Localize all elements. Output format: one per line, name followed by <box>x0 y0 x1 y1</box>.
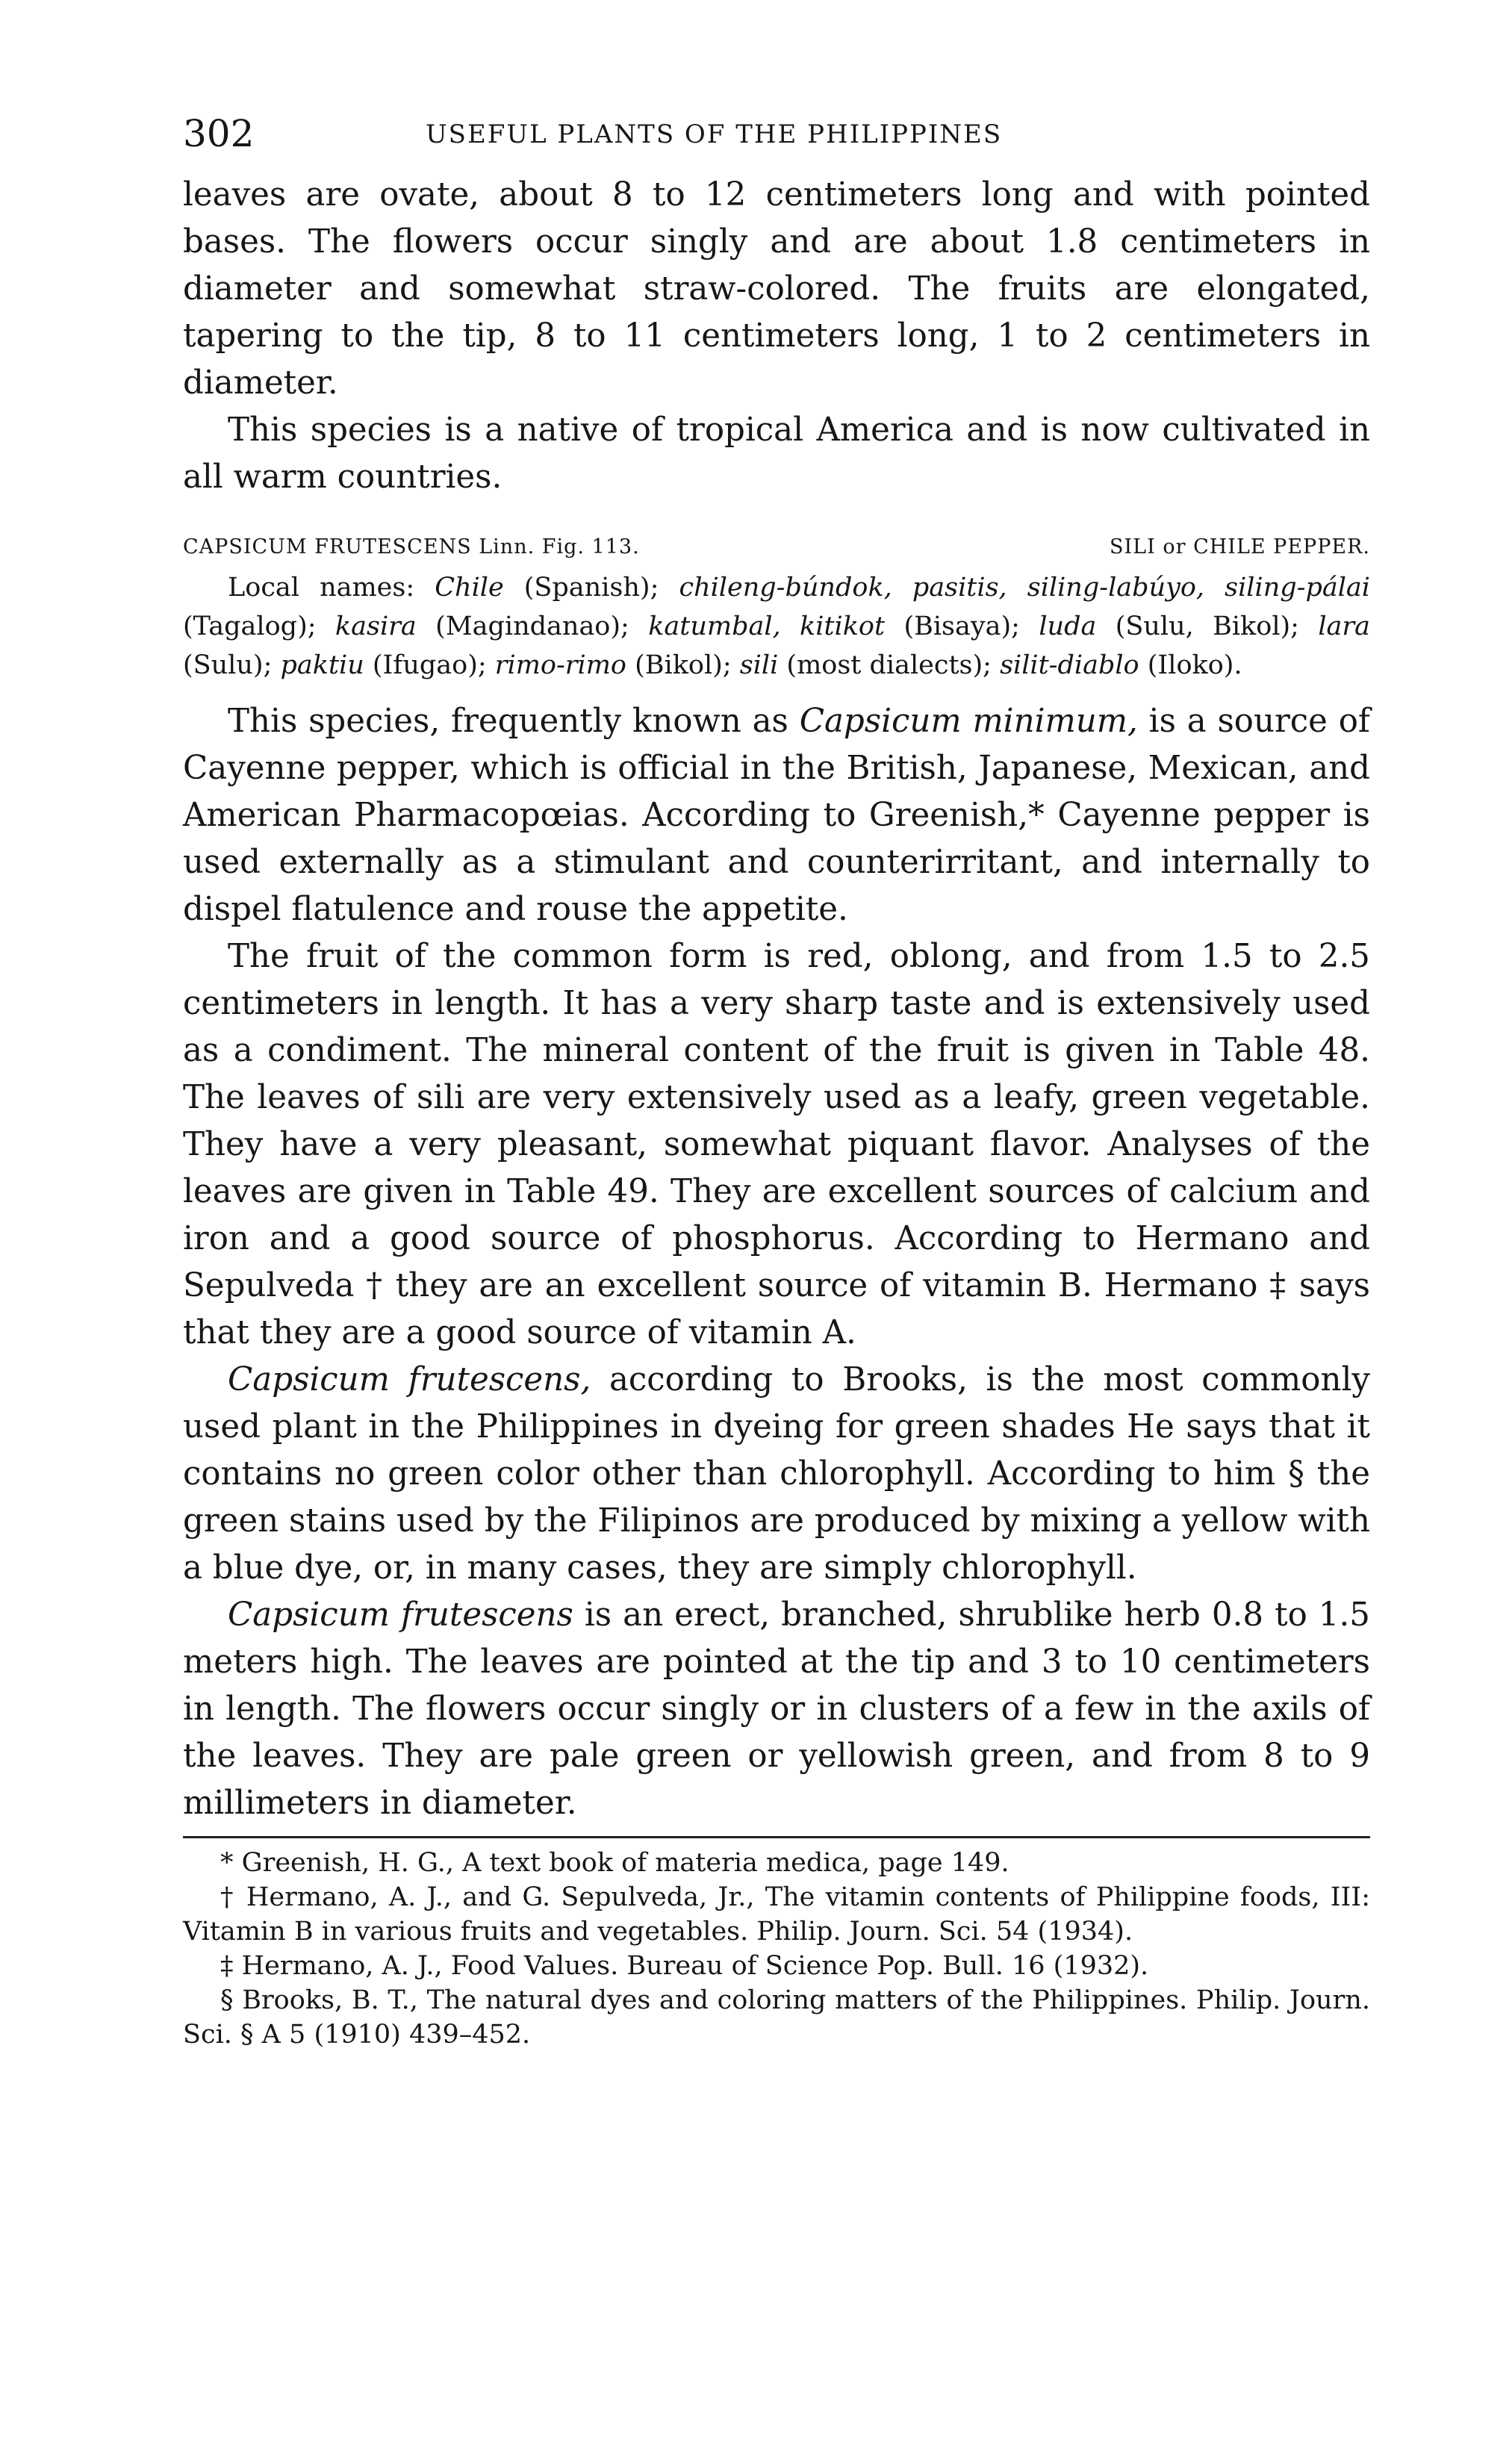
local-name: kasira <box>335 612 417 641</box>
italic-species-name: Capsicum frutescens <box>228 1596 573 1634</box>
local-name: luda <box>1039 612 1097 641</box>
species-scientific-name: CAPSICUM FRUTESCENS Linn. Fig. 113. <box>183 535 640 559</box>
footnote: * Greenish, H. G., A text book of materia medica, page 149. <box>220 1848 1009 1878</box>
local-name-language: (Sulu, Bikol); <box>1096 612 1319 641</box>
local-name-language: (Iloko). <box>1139 650 1242 680</box>
local-name: lara <box>1318 612 1371 641</box>
paragraph-dyeing <box>183 1357 1370 1592</box>
species-heading <box>183 522 1370 568</box>
footnote: § Brooks, B. T., The natural dyes and coloring matters of the Philippines. Philip. Journ. Sci. § A 5 (1910) 439–452. <box>183 1985 1370 2050</box>
local-name: Chile <box>435 573 504 603</box>
species-common-name: SILI or CHILE PEPPER. <box>1109 535 1370 559</box>
italic-species-name: Capsicum frutescens, <box>228 1361 591 1399</box>
local-names-intro: Local names: <box>228 573 435 603</box>
paragraph-cayenne-source <box>183 698 1370 933</box>
local-name-language: (Spanish); <box>503 573 679 603</box>
local-names-paragraph <box>183 568 1370 685</box>
running-title: USEFUL PLANTS OF THE PHILIPPINES <box>426 119 1003 149</box>
local-name-language: (Ifugao); <box>364 650 495 680</box>
local-name: katumbal, kitikot <box>648 612 886 641</box>
local-name: chileng-búndok, pasitis, siling-labúyo, siling-pálai <box>679 573 1370 603</box>
local-name: paktiu <box>280 650 364 680</box>
local-name: silit-diablo <box>1000 650 1139 680</box>
running-head <box>183 112 1370 172</box>
text-run: is a source of Cayenne pepper, which is official in the British, Japanese, Mexican, and American Pharmacopœias. According to Greenish,* Cayenne pepper is used externally as a stimulant and counterirritant, and internally to dispel flatulence and rouse the appetite. <box>183 703 1370 928</box>
local-name-language: (Bikol); <box>626 650 740 680</box>
footnote: † Hermano, A. J., and G. Sepulveda, Jr., The vitamin contents of Philippine foods, III: Vitamin B in various fruits and vegetables. Philip. Journ. Sci. 54 (1934). <box>183 1882 1370 1947</box>
paragraph-leaf-description: leaves are ovate, about 8 to 12 centimeters long and with pointed bases. The flowers occur singly and are about 1.8 centimeters in diameter and somewhat straw-colored. The fruits are elongated, tapering to the tip, 8 to 11 centimeters long, 1 to 2 centimeters in diameter. <box>183 176 1370 402</box>
paragraph-plant-description <box>183 1592 1370 1827</box>
footnote-divider <box>183 1836 1370 1838</box>
paragraph-native-origin: This species is a native of tropical America and is now cultivated in all warm countries. <box>183 411 1370 496</box>
local-name: sili <box>739 650 779 680</box>
local-name-language: (Sulu); <box>183 650 281 680</box>
footnote: ‡ Hermano, A. J., Food Values. Bureau of Science Pop. Bull. 16 (1932). <box>220 1951 1149 1981</box>
local-name-language: (Tagalog); <box>183 612 335 641</box>
local-name-language: (Bisaya); <box>885 612 1039 641</box>
italic-species-name: Capsicum minimum, <box>799 703 1138 740</box>
local-name-language: (most dialects); <box>778 650 1001 680</box>
text-run: This species, frequently known as <box>228 703 800 740</box>
text-run: according to Brooks, is the most commonly used plant in the Philippines in dyeing for green shades He says that it contains no green color other than chlorophyll. According to him § the green stains used by the Filipinos are produced by mixing a yellow with a blue dye, or, in many cases, they are simply chlorophyll. <box>183 1361 1370 1587</box>
local-name: rimo-rimo <box>494 650 626 680</box>
page-number: 302 <box>183 112 255 155</box>
text-run: is an erect, branched, shrublike herb 0.8 to 1.5 meters high. The leaves are pointed at the tip and 3 to 10 centimeters in length. The flowers occur singly or in clusters of a few in the axils of the leaves. They are pale green or yellowish green, and from 8 to 9 millimeters in diameter. <box>183 1596 1370 1822</box>
paragraph-fruit-and-leaves: The fruit of the common form is red, oblong, and from 1.5 to 2.5 centimeters in length. It has a very sharp taste and is extensively used as a condiment. The mineral content of the fruit is given in Table 48. The leaves of sili are very extensively used as a leafy, green vegetable. They have a very pleasant, somewhat piquant flavor. Analyses of the leaves are given in Table 49. They are excellent sources of calcium and iron and a good source of phosphorus. According to Hermano and Sepulveda † they are an excellent source of vitamin B. Hermano ‡ says that they are a good source of vitamin A. <box>183 938 1370 1351</box>
page <box>183 112 1370 2052</box>
local-name-language: (Magindanao); <box>416 612 649 641</box>
